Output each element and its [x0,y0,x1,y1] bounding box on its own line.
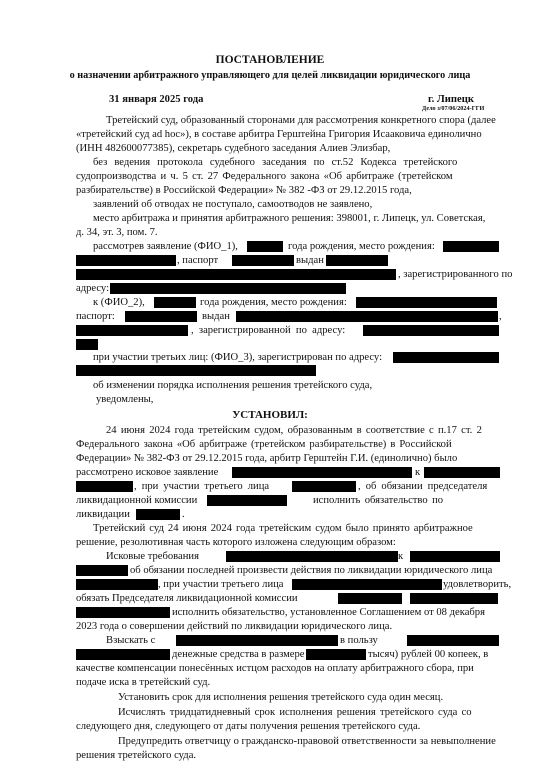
redaction-bar [154,297,196,308]
text-line: решения третейского суда. [76,750,197,761]
text-line: решение, резолютивная часть которого изложена следующим образом: [76,537,396,548]
redaction-bar [326,255,388,266]
redaction-bar [232,467,412,478]
redaction-bar [338,593,402,604]
text-line: исполнить обязательство, установленное Соглашением от 08 декабря [172,607,485,618]
text-line: Предупредить ответчицу о гражданско-правовой ответственности за невыполнение [118,736,496,747]
redaction-bar [232,255,294,266]
text-line: выдан [202,311,230,322]
text-line: Третейский суд, образованный сторонами для рассмотрения конкретного спора (далее [106,115,496,126]
text-line: , при участии третьего лица [134,481,270,492]
document-date: 31 января 2025 года [109,94,204,105]
redaction-bar [76,481,133,492]
redaction-bar [292,481,356,492]
text-line: года рождения, место рождения: [200,297,347,308]
text-line: тысяч) рублей 00 копеек, в [368,649,489,660]
text-line: Третейский суд 24 июня 2024 года третейским судом было принято арбитражное [93,523,473,534]
redaction-bar [76,339,98,350]
text-line: об обязании последней произвести действия по ликвидации юридического лица [130,565,493,576]
redaction-bar [136,509,180,520]
text-line: ликвидационной комиссии [76,495,198,506]
text-line: «третейский суд ad hoc»), в составе арбитра Герштейна Григория Исааковича единолично [76,129,482,140]
text-line: уведомлены, [96,394,154,405]
redaction-bar [76,579,158,590]
redaction-bar [236,311,498,322]
text-line: к [415,467,421,478]
text-line: , зарегистрированного по [398,269,513,280]
text-line: судопроизводства и ч. 5 ст. 27 Федерального закона «Об арбитраже (третейском [76,171,453,182]
redaction-bar [207,495,287,506]
section-heading: УСТАНОВИЛ: [232,409,308,421]
text-line: , зарегистрированной по адресу: [191,325,346,336]
text-line: обязать Председателя ликвидационной комиссии [76,593,298,604]
redaction-bar [76,255,176,266]
text-line: . [182,509,185,520]
text-line: об изменении порядка исполнения решения третейского суда, [93,380,373,391]
text-line: подаче иска в третейский суд. [76,677,211,688]
text-line: Исковые требования [106,551,199,562]
text-line: Взыскать с [106,635,156,646]
text-line: денежные средства в размере [172,649,305,660]
redaction-bar [410,551,500,562]
redaction-bar [306,649,366,660]
text-line: заявлений об отводах не поступало, самоотводов не заявлено, [93,199,373,210]
text-line: рассмотрено исковое заявление [76,467,219,478]
text-line: ликвидации [76,509,130,520]
text-line: года рождения, место рождения: [288,241,435,252]
text-line: Установить срок для исполнения решения третейского суда один месяц. [118,692,444,703]
text-line: , паспорт [177,255,219,266]
redaction-bar [76,365,316,376]
text-line: выдан [296,255,324,266]
redaction-bar [247,241,283,252]
text-line: без ведения протокола судебного заседания по ст.52 Кодекса третейского [93,157,458,168]
redaction-bar [110,283,346,294]
text-line: удовлетворить, [443,579,512,590]
redaction-bar [443,241,499,252]
text-line: качестве компенсации понесённых истцом расходов на оплату арбитражного сбора, при [76,663,474,674]
case-number: Дело з/07/06/2024-ГГИ [422,105,485,112]
text-line: д. 34, эт. 3, пом. 7. [76,227,158,238]
redaction-bar [292,579,442,590]
text-line: паспорт: [76,311,115,322]
text-line: при участии третьих лиц: (ФИО_3), зарегистрирован по адресу: [93,352,383,363]
redaction-bar [125,311,197,322]
redaction-bar [407,635,499,646]
text-line: , об обязании председателя [358,481,488,492]
document-subtitle: о назначении арбитражного управляющего для целей ликвидации юридического лица [69,70,471,81]
redaction-bar [363,325,499,336]
text-line: разбирательстве) в Российской Федерации» № 382 -ФЗ от 29.12.2015 года, [76,185,412,196]
redaction-bar [76,565,128,576]
redaction-bar [76,269,396,280]
text-line: , [499,311,502,322]
text-line: Федерации» № 382-ФЗ от 29.12.2015 года, арбитр Герштейн Г.И. (единолично) было [76,453,458,464]
text-line: следующего дня, следующего от даты получения решения третейского суда. [76,721,421,732]
redaction-bar [76,607,170,618]
redaction-bar [176,635,338,646]
text-line: , при участии третьего лица [158,579,284,590]
text-line: Федерального закона «Об арбитраже (третейском разбирательстве) в Российской [76,439,452,450]
redaction-bar [76,325,188,336]
text-line: 2023 года о совершении действий по ликвидации юридического лица. [76,621,393,632]
redaction-bar [356,297,497,308]
text-line: адресу: [76,283,110,294]
redaction-bar [76,649,170,660]
text-line: рассмотрев заявление (ФИО_1), [93,241,238,252]
text-line: исполнить обязательство по [313,495,444,506]
document-title: ПОСТАНОВЛЕНИЕ [215,54,325,66]
redaction-bar [410,593,498,604]
document-city: г. Липецк [428,94,474,105]
text-line: Исчислять тридцатидневный срок исполнения решения третейского суда со [118,707,472,718]
text-line: к (ФИО_2), [93,297,145,308]
text-line: место арбитража и принятия арбитражного решения: 398001, г. Липецк, ул. Советская, [93,213,486,224]
text-line: (ИНН 482600077385), секретарь судебного заседания Алиев Элизбар, [76,143,391,154]
text-line: в пользу [340,635,378,646]
redaction-bar [226,551,398,562]
redaction-bar [424,467,500,478]
text-line: к [398,551,404,562]
redaction-bar [393,352,499,363]
text-line: 24 июня 2024 года третейским судом, образованным в соответствие с п.17 ст. 2 [106,425,482,436]
